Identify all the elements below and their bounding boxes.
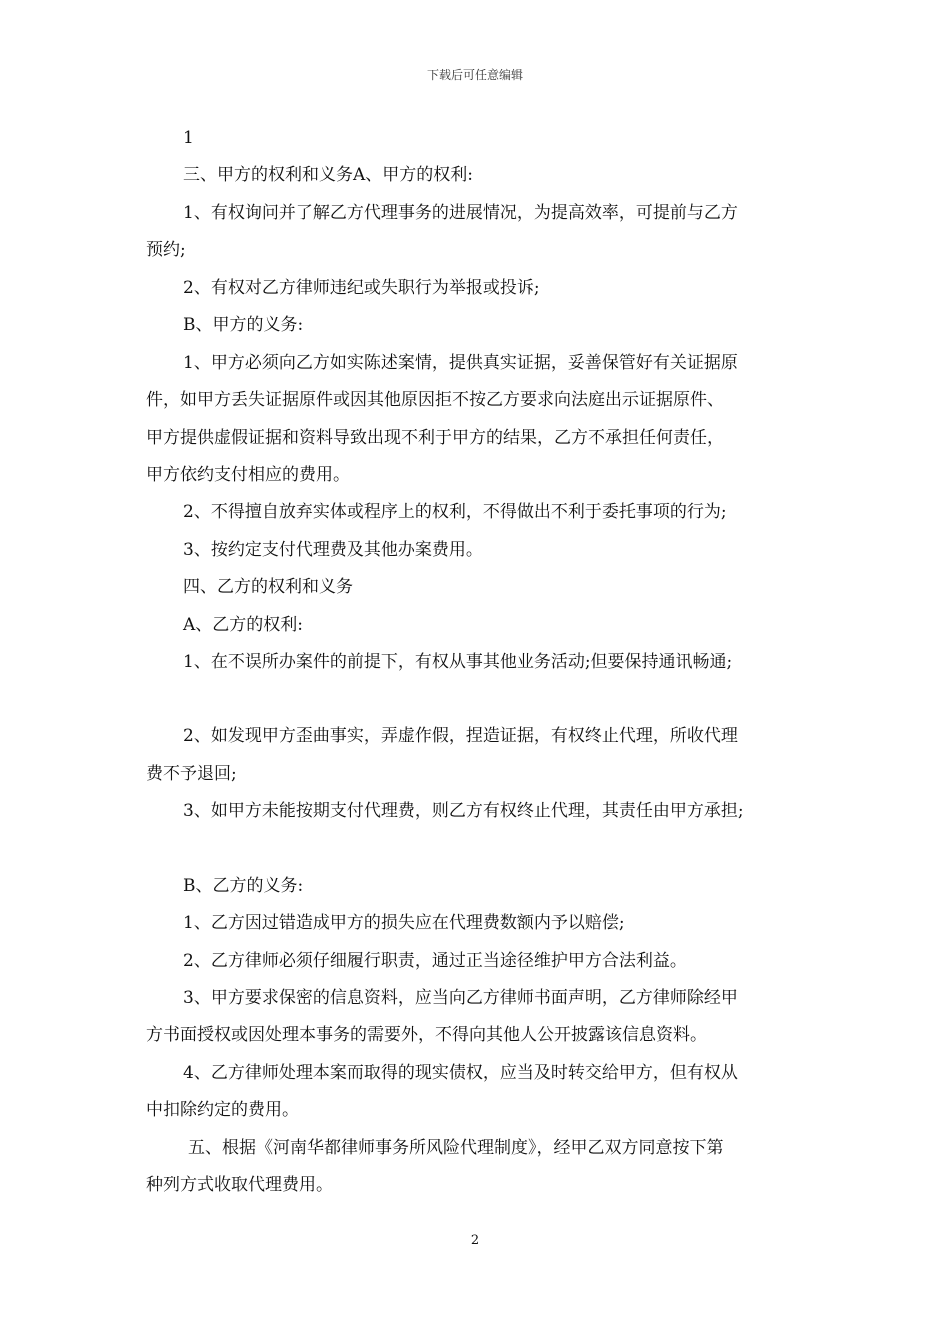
section-heading: 四、乙方的权利和义务 — [183, 577, 353, 597]
section-heading: A、乙方的权利: — [183, 615, 304, 635]
section-heading: 三、甲方的权利和义务A、甲方的权利: — [183, 165, 474, 185]
paragraph-line: 中扣除约定的费用。 — [146, 1100, 299, 1120]
paragraph-line: 1 — [183, 128, 194, 148]
page-number: 2 — [470, 1233, 480, 1248]
page-header: 下载后可任意编辑 — [426, 68, 523, 82]
paragraph-line: 费不予退回; — [146, 764, 237, 784]
paragraph-line: 3、甲方要求保密的信息资料，应当向乙方律师书面声明，乙方律师除经甲 — [183, 988, 738, 1008]
paragraph-line: 方书面授权或因处理本事务的需要外，不得向其他人公开披露该信息资料。 — [146, 1025, 707, 1045]
paragraph-line: 1、乙方因过错造成甲方的损失应在代理费数额内予以赔偿; — [183, 913, 625, 933]
paragraph-line: 甲方提供虚假证据和资料导致出现不利于甲方的结果，乙方不承担任何责任， — [146, 428, 724, 448]
paragraph-line: 件，如甲方丢失证据原件或因其他原因拒不按乙方要求向法庭出示证据原件、 — [146, 390, 724, 410]
paragraph-line: 五、根据《河南华都律师事务所风险代理制度》，经甲乙双方同意按下第 — [188, 1138, 724, 1158]
paragraph-line: 3、如甲方未能按期支付代理费，则乙方有权终止代理，其责任由甲方承担; — [183, 801, 744, 821]
section-heading: B、乙方的义务: — [183, 876, 304, 896]
paragraph-line: 4、乙方律师处理本案而取得的现实债权，应当及时转交给甲方，但有权从 — [183, 1063, 738, 1083]
paragraph-line: 1、有权询问并了解乙方代理事务的进展情况，为提高效率，可提前与乙方 — [183, 203, 738, 223]
paragraph-line: 2、不得擅自放弃实体或程序上的权利，不得做出不利于委托事项的行为; — [183, 502, 727, 522]
paragraph-line: 2、乙方律师必须仔细履行职责，通过正当途径维护甲方合法利益。 — [183, 951, 687, 971]
paragraph-line: 2、有权对乙方律师违纪或失职行为举报或投诉; — [183, 278, 540, 298]
paragraph-line: 3、按约定支付代理费及其他办案费用。 — [183, 540, 483, 560]
paragraph-line: 甲方依约支付相应的费用。 — [146, 465, 350, 485]
paragraph-line: 种列方式收取代理费用。 — [146, 1175, 333, 1195]
paragraph-line: 2、如发现甲方歪曲事实，弄虚作假，捏造证据，有权终止代理，所收代理 — [183, 726, 738, 746]
paragraph-line: 预约; — [146, 240, 186, 260]
section-heading: B、甲方的义务: — [183, 315, 304, 335]
paragraph-line: 1、甲方必须向乙方如实陈述案情，提供真实证据，妥善保管好有关证据原 — [183, 353, 738, 373]
paragraph-line: 1、在不误所办案件的前提下，有权从事其他业务活动;但要保持通讯畅通; — [183, 652, 733, 672]
